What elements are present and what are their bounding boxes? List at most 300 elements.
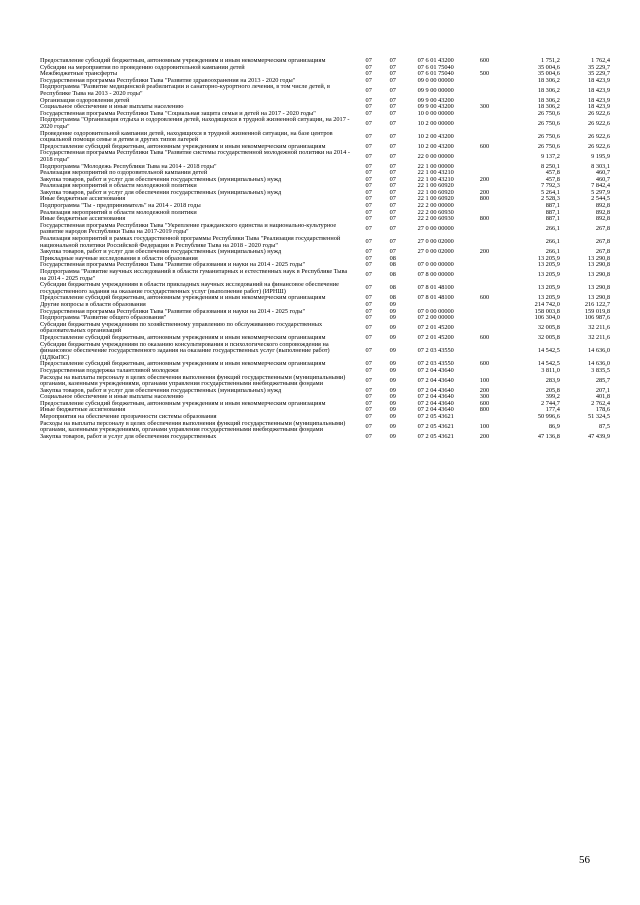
amount-year1-cell: 13 205,9 — [537, 254, 560, 262]
subsection-code-cell: 07 — [389, 132, 396, 140]
amount-year1-cell: 26 750,6 — [537, 109, 560, 117]
amount-year1-cell: 13 205,9 — [537, 284, 560, 292]
amount-year1-cell: 7 792,3 — [540, 182, 560, 190]
expense-type-cell: 600 — [479, 142, 490, 150]
section-code-cell: 07 — [365, 195, 372, 203]
amount-year2-cell: 18 423,9 — [587, 76, 610, 84]
section-code-cell: 07 — [365, 366, 372, 374]
section-code-cell: 07 — [365, 386, 372, 394]
amount-year2-cell: 35 229,7 — [587, 63, 610, 71]
item-name-cell: Субсидии бюджетным учреждениям по хозяйственному управлению по обслуживанию государственных образовательных организаций — [40, 320, 323, 335]
subsection-code-cell: 09 — [389, 307, 396, 315]
target-article-cell: 10 0 00 00000 — [417, 109, 454, 117]
item-name-cell: Государственная поддержка талантливой молодежи — [40, 366, 179, 374]
item-name-cell: Иные бюджетные ассигнования — [40, 195, 126, 203]
item-name-cell: Прикладные научные исследования в области образования — [40, 254, 198, 262]
section-code-cell: 07 — [365, 162, 372, 170]
section-code-cell: 07 — [365, 63, 372, 71]
amount-year1-cell: 26 750,6 — [537, 142, 560, 150]
item-name-cell: Закупка товаров, работ и услуг для обеспечения государственных — [40, 432, 217, 440]
amount-year1-cell: 2 528,3 — [540, 195, 560, 203]
amount-year2-cell: 3 835,5 — [591, 366, 610, 374]
subsection-code-cell: 09 — [389, 314, 396, 322]
target-article-cell: 07 0 00 00000 — [417, 307, 454, 315]
expense-type-cell: 600 — [479, 399, 490, 407]
amount-year2-cell: 13 290,8 — [587, 261, 610, 269]
expense-type-cell — [478, 164, 504, 171]
subsection-code-cell: 09 — [389, 432, 396, 440]
subsection-code-cell: 07 — [389, 76, 396, 84]
target-article-cell: 27 0 00 02000 — [417, 248, 454, 256]
expense-type-cell: 200 — [479, 248, 490, 256]
item-name-cell: Закупка товаров, работ и услуг для обеспечения государственных (муниципальных) нужд — [40, 175, 282, 183]
item-name-cell: Субсидии бюджетным учреждениям в области прикладных научных исследований на финансовое обеспечение государственного задания на оказание государственных услуг (выполнение работ) (ИРНШ) — [40, 281, 339, 295]
amount-year2-cell: 14 636,0 — [587, 360, 610, 368]
amount-year1-cell: 35 004,6 — [537, 70, 560, 78]
target-article-cell: 07 6 01 75040 — [417, 70, 454, 78]
amount-year1-cell: 887,1 — [545, 208, 560, 216]
section-code-cell: 07 — [365, 202, 372, 210]
expense-type-cell: 100 — [479, 376, 490, 384]
amount-year1-cell: 13 205,9 — [537, 261, 560, 269]
subsection-code-cell: 07 — [389, 195, 396, 203]
table-row — [40, 342, 610, 362]
table-row — [40, 65, 610, 72]
table-row — [40, 190, 610, 197]
section-code-cell: 07 — [365, 324, 372, 332]
subsection-code-cell: 09 — [389, 422, 396, 430]
target-article-cell: 22 1 00 60920 — [417, 195, 454, 203]
section-code-cell: 07 — [365, 254, 372, 262]
expense-type-cell: 200 — [479, 386, 490, 394]
target-article-cell: 22 2 00 60930 — [417, 215, 454, 223]
amount-year2-cell: 178,6 — [595, 406, 610, 414]
item-name-cell: Государственная программа Республики Тыва "Развитие системы государственной молодежной политики на 2014 - 2018 годы" — [40, 149, 350, 163]
amount-year2-cell: 2 762,4 — [591, 399, 610, 407]
amount-year1-cell: 18 306,2 — [537, 86, 560, 94]
expense-type-cell — [478, 256, 504, 263]
subsection-code-cell: 09 — [389, 406, 396, 414]
amount-year2-cell: 18 423,9 — [587, 103, 610, 111]
amount-year2-cell: 401,8 — [595, 393, 610, 401]
amount-year1-cell: 214 742,0 — [534, 300, 560, 308]
section-code-cell: 07 — [365, 175, 372, 183]
budget-table-container — [40, 58, 610, 440]
amount-year2-cell: 13 290,8 — [587, 271, 610, 279]
expense-type-cell: 200 — [479, 175, 490, 183]
amount-year1-cell: 18 306,2 — [537, 96, 560, 104]
amount-year2-cell: 13 290,8 — [587, 294, 610, 302]
amount-year2-cell: 26 922,6 — [587, 142, 610, 150]
amount-year1-cell: 887,1 — [545, 215, 560, 223]
item-name-cell: Предоставление субсидий бюджетным, автономным учреждениям и иным некоммерческим организациям — [40, 57, 326, 64]
item-name-cell: Субсидии бюджетным учреждениям по оказанию консультирования и психологического сопровождения на финансовое обеспечение государственного задания на оказание государственных услуг (выполнение работ) (ЦДКиПС) — [40, 340, 330, 361]
target-article-cell: 09 9 00 00000 — [417, 86, 454, 94]
target-article-cell: 10 2 00 43200 — [417, 142, 454, 150]
expense-type-cell — [478, 315, 504, 322]
amount-year1-cell: 9 137,2 — [540, 152, 560, 160]
amount-year1-cell: 50 996,6 — [537, 413, 560, 421]
amount-year2-cell: 285,7 — [595, 376, 610, 384]
amount-year2-cell: 2 544,5 — [591, 195, 610, 203]
expense-type-cell: 800 — [479, 406, 490, 414]
target-article-cell: 09 0 00 00000 — [417, 76, 454, 84]
target-article-cell: 07 2 01 45200 — [417, 333, 454, 341]
subsection-code-cell: 07 — [389, 119, 396, 127]
section-code-cell: 07 — [365, 300, 372, 308]
amount-year1-cell: 457,8 — [545, 175, 560, 183]
subsection-code-cell: 07 — [389, 63, 396, 71]
amount-year2-cell: 8 303,1 — [591, 162, 610, 170]
section-code-cell: 07 — [365, 70, 372, 78]
target-article-cell: 22 2 00 60930 — [417, 208, 454, 216]
subsection-code-cell: 07 — [389, 215, 396, 223]
target-article-cell: 07 6 01 75040 — [417, 63, 454, 71]
subsection-code-cell: 09 — [389, 366, 396, 374]
expense-type-cell: 100 — [479, 422, 490, 430]
item-name-cell: Подпрограмма "Развитие общего образования" — [40, 314, 167, 322]
item-name-cell: Подпрограмма "Развитие научных исследований в области гуманитарных и естественных наук в Республике Тыва на 2014 - 2025 годы" — [40, 268, 348, 282]
amount-year2-cell: 26 922,6 — [587, 109, 610, 117]
item-name-cell: Реализация мероприятий по оздоровительной кампании детей — [40, 169, 208, 177]
target-article-cell: 22 1 00 00000 — [417, 162, 454, 170]
expense-type-cell: 300 — [479, 103, 490, 111]
amount-year2-cell: 26 922,6 — [587, 132, 610, 140]
amount-year2-cell: 460,7 — [595, 169, 610, 177]
section-code-cell: 07 — [365, 413, 372, 421]
subsection-code-cell: 07 — [389, 188, 396, 196]
item-name-cell: Межбюджетные трансферты — [40, 70, 118, 78]
table-row — [40, 131, 610, 144]
target-article-cell: 07 2 04 43640 — [417, 406, 454, 414]
item-name-cell: Подпрограмма "Ты - предприниматель" на 2014 - 2018 годы — [40, 202, 201, 210]
amount-year1-cell: 457,8 — [545, 169, 560, 177]
item-name-cell: Предоставление субсидий бюджетным, автономным учреждениям и иным некоммерческим организациям — [40, 142, 326, 150]
subsection-code-cell: 09 — [389, 300, 396, 308]
target-article-cell: 07 8 01 48100 — [417, 284, 454, 292]
expense-type-cell — [478, 223, 504, 236]
subsection-code-cell: 09 — [389, 399, 396, 407]
amount-year1-cell: 266,1 — [545, 248, 560, 256]
section-code-cell: 07 — [365, 215, 372, 223]
amount-year2-cell: 26 922,6 — [587, 119, 610, 127]
subsection-code-cell: 09 — [389, 324, 396, 332]
amount-year1-cell: 266,1 — [545, 225, 560, 233]
expense-type-cell: 500 — [479, 70, 490, 78]
item-name-cell: Государственная программа Республики Тыва "Развитие образования и науки на 2014 - 2025 годы" — [40, 261, 306, 269]
item-name-cell: Предоставление субсидий бюджетным, автономным учреждениям и иным некоммерческим организациям — [40, 360, 326, 368]
amount-year2-cell: 18 423,9 — [587, 96, 610, 104]
target-article-cell: 22 1 00 43210 — [417, 169, 454, 177]
target-article-cell: 07 2 01 45200 — [417, 324, 454, 332]
table-row — [40, 421, 610, 434]
section-code-cell: 07 — [365, 109, 372, 117]
item-name-cell: Субсидии на мероприятия по проведению оздоровительной кампании детей — [40, 63, 245, 71]
expense-type-cell — [478, 111, 504, 118]
target-article-cell: 07 2 05 43621 — [417, 432, 454, 440]
item-name-cell: Расходы на выплаты персоналу в целях обеспечения выполнения функций государственными (муниципальными) органами, казенными учреждениями, органами управления государственными внебюджетными фондами — [40, 419, 346, 434]
subsection-code-cell: 07 — [389, 86, 396, 94]
section-code-cell: 07 — [365, 152, 372, 160]
subsection-code-cell: 07 — [389, 208, 396, 216]
amount-year1-cell: 47 136,8 — [537, 432, 560, 440]
amount-year2-cell: 267,8 — [595, 225, 610, 233]
table-row — [40, 84, 610, 97]
amount-year1-cell: 2 744,7 — [540, 399, 560, 407]
item-name-cell: Реализация мероприятий в области молодежной политики — [40, 208, 197, 216]
section-code-cell: 07 — [365, 208, 372, 216]
item-name-cell: Закупка товаров, работ и услуг для обеспечения государственных (муниципальных) нужд — [40, 386, 282, 394]
subsection-code-cell: 07 — [389, 225, 396, 233]
expense-type-cell: 600 — [479, 360, 490, 368]
item-name-cell: Предоставление субсидий бюджетным, автономным учреждениям и иным некоммерческим организациям — [40, 399, 326, 407]
subsection-code-cell: 09 — [389, 393, 396, 401]
subsection-code-cell: 09 — [389, 347, 396, 355]
subsection-code-cell: 07 — [389, 248, 396, 256]
table-row — [40, 434, 610, 441]
expense-type-cell — [478, 269, 504, 282]
expense-type-cell: 600 — [479, 294, 490, 302]
expense-type-cell — [478, 368, 504, 375]
amount-year2-cell: 14 636,0 — [587, 347, 610, 355]
expense-type-cell: 800 — [479, 215, 490, 223]
target-article-cell: 07 2 03 43550 — [417, 360, 454, 368]
section-code-cell: 07 — [365, 132, 372, 140]
item-name-cell: Государственная программа Республики Тыва "Развитие здравоохранения на 2013 - 2020 годы" — [40, 76, 296, 84]
target-article-cell: 07 0 00 00000 — [417, 261, 454, 269]
amount-year1-cell: 86,9 — [548, 422, 560, 430]
amount-year2-cell: 106 987,6 — [584, 314, 610, 322]
subsection-code-cell: 07 — [389, 182, 396, 190]
expense-type-cell — [478, 84, 504, 97]
target-article-cell: 22 2 00 00000 — [417, 202, 454, 210]
item-name-cell: Закупка товаров, работ и услуг для обеспечения государственных (муниципальных) нужд — [40, 248, 282, 256]
target-article-cell: 07 2 00 00000 — [417, 314, 454, 322]
amount-year1-cell: 205,8 — [545, 386, 560, 394]
table-row — [40, 401, 610, 408]
amount-year2-cell: 47 439,9 — [587, 432, 610, 440]
amount-year1-cell: 283,9 — [545, 376, 560, 384]
amount-year1-cell: 1 751,2 — [540, 57, 560, 64]
item-name-cell: Социальное обеспечение и иные выплаты населению — [40, 103, 184, 111]
amount-year2-cell: 460,7 — [595, 175, 610, 183]
section-code-cell: 07 — [365, 76, 372, 84]
section-code-cell: 07 — [365, 360, 372, 368]
item-name-cell: Другие вопросы в области образования — [40, 300, 146, 308]
target-article-cell: 27 0 00 00000 — [417, 225, 454, 233]
amount-year1-cell: 887,1 — [545, 202, 560, 210]
target-article-cell: 22 1 00 60920 — [417, 188, 454, 196]
item-name-cell: Мероприятия на обеспечение прозрачности системы образования — [40, 413, 217, 421]
amount-year1-cell: 26 750,6 — [537, 119, 560, 127]
amount-year1-cell: 18 306,2 — [537, 76, 560, 84]
expense-type-cell: 200 — [479, 188, 490, 196]
section-code-cell: 07 — [365, 314, 372, 322]
expense-type-cell — [478, 414, 504, 421]
expense-type-cell — [478, 322, 504, 335]
subsection-code-cell: 07 — [389, 162, 396, 170]
subsection-code-cell: 09 — [389, 413, 396, 421]
section-code-cell: 07 — [365, 119, 372, 127]
section-code-cell: 07 — [365, 188, 372, 196]
subsection-code-cell: 07 — [389, 169, 396, 177]
section-code-cell: 07 — [365, 271, 372, 279]
subsection-code-cell: 07 — [389, 202, 396, 210]
table-row — [40, 322, 610, 335]
section-code-cell: 07 — [365, 225, 372, 233]
item-name-cell: Предоставление субсидий бюджетным, автономным учреждениям и иным некоммерческим организациям — [40, 294, 326, 302]
expense-type-cell — [478, 78, 504, 85]
section-code-cell: 07 — [365, 103, 372, 111]
amount-year1-cell: 13 205,9 — [537, 271, 560, 279]
section-code-cell: 07 — [365, 393, 372, 401]
amount-year2-cell: 1 762,4 — [591, 57, 610, 64]
expense-type-cell: 800 — [479, 195, 490, 203]
amount-year1-cell: 5 264,1 — [540, 188, 560, 196]
subsection-code-cell: 08 — [389, 284, 396, 292]
section-code-cell: 07 — [365, 347, 372, 355]
target-article-cell: 07 6 01 43200 — [417, 57, 454, 64]
item-name-cell: Предоставление субсидий бюджетным, автономным учреждениям и иным некоммерческим организациям — [40, 333, 326, 341]
item-name-cell: Расходы на выплаты персоналу в целях обеспечения выполнения функций государственными (муниципальными) органами, казенными учреждениями, органами управления государственными внебюджетными фондами — [40, 373, 346, 388]
subsection-code-cell: 07 — [389, 70, 396, 78]
target-article-cell: 09 9 00 43200 — [417, 96, 454, 104]
target-article-cell: 07 2 04 43640 — [417, 366, 454, 374]
subsection-code-cell: 08 — [389, 254, 396, 262]
section-code-cell: 07 — [365, 57, 372, 64]
target-article-cell: 07 2 05 43621 — [417, 413, 454, 421]
expense-type-cell — [478, 342, 504, 362]
target-article-cell: 07 2 03 43550 — [417, 347, 454, 355]
table-row — [40, 375, 610, 388]
amount-year2-cell: 51 324,5 — [587, 413, 610, 421]
subsection-code-cell: 08 — [389, 271, 396, 279]
expense-type-cell: 600 — [479, 57, 490, 64]
table-row — [40, 210, 610, 217]
amount-year2-cell: 32 211,6 — [588, 324, 610, 332]
subsection-code-cell: 08 — [389, 294, 396, 302]
amount-year1-cell: 14 542,5 — [537, 347, 560, 355]
section-code-cell: 07 — [365, 294, 372, 302]
expense-type-cell — [478, 203, 504, 210]
section-code-cell: 07 — [365, 169, 372, 177]
section-code-cell: 07 — [365, 422, 372, 430]
budget-table — [40, 58, 610, 440]
expense-type-cell — [478, 302, 504, 309]
expense-type-cell — [478, 262, 504, 269]
section-code-cell: 07 — [365, 86, 372, 94]
target-article-cell: 22 1 00 60920 — [417, 182, 454, 190]
item-name-cell: Иные бюджетные ассигнования — [40, 215, 126, 223]
amount-year1-cell: 266,1 — [545, 238, 560, 246]
table-row — [40, 117, 610, 130]
target-article-cell: 07 2 04 43640 — [417, 386, 454, 394]
amount-year2-cell: 13 290,8 — [587, 254, 610, 262]
subsection-code-cell: 09 — [389, 333, 396, 341]
expense-type-cell: 600 — [479, 333, 490, 341]
amount-year1-cell: 3 811,0 — [541, 366, 560, 374]
target-article-cell: 07 8 01 48100 — [417, 294, 454, 302]
amount-year1-cell: 177,4 — [545, 406, 560, 414]
amount-year1-cell: 158 003,8 — [534, 307, 560, 315]
item-name-cell: Организация оздоровления детей — [40, 96, 130, 104]
target-article-cell: 07 2 04 43640 — [417, 393, 454, 401]
amount-year1-cell: 14 542,5 — [537, 360, 560, 368]
amount-year2-cell: 18 423,9 — [587, 86, 610, 94]
target-article-cell: 22 1 00 43210 — [417, 175, 454, 183]
target-article-cell: 22 0 00 00000 — [417, 152, 454, 160]
amount-year2-cell: 7 842,4 — [591, 182, 610, 190]
item-name-cell: Иные бюджетные ассигнования — [40, 406, 126, 414]
section-code-cell: 07 — [365, 284, 372, 292]
amount-year2-cell: 159 019,8 — [584, 307, 610, 315]
expense-type-cell — [478, 117, 504, 130]
amount-year2-cell: 5 297,9 — [591, 188, 610, 196]
item-name-cell: Государственная программа Республики Тыва "Укрепление гражданского единства и национально-культурное развитие народов Республики Тыва на 2017-2019 годы" — [40, 221, 337, 236]
amount-year2-cell: 892,8 — [595, 215, 610, 223]
amount-year2-cell: 267,8 — [595, 238, 610, 246]
target-article-cell: 10 2 00 43200 — [417, 132, 454, 140]
subsection-code-cell: 07 — [389, 103, 396, 111]
subsection-code-cell: 07 — [389, 175, 396, 183]
amount-year2-cell: 892,8 — [595, 208, 610, 216]
amount-year2-cell: 87,5 — [598, 422, 610, 430]
budget-table-body — [40, 58, 610, 440]
table-row — [40, 150, 610, 163]
subsection-code-cell: 07 — [389, 109, 396, 117]
amount-year1-cell: 106 304,0 — [534, 314, 560, 322]
section-code-cell: 07 — [365, 96, 372, 104]
section-code-cell: 07 — [365, 432, 372, 440]
amount-year2-cell: 207,1 — [595, 386, 610, 394]
subsection-code-cell: 09 — [389, 386, 396, 394]
amount-year1-cell: 8 250,1 — [540, 162, 560, 170]
amount-year2-cell: 32 211,6 — [588, 333, 610, 341]
section-code-cell: 07 — [365, 406, 372, 414]
amount-year2-cell: 35 229,7 — [587, 70, 610, 78]
section-code-cell: 07 — [365, 142, 372, 150]
target-article-cell: 27 0 00 02000 — [417, 238, 454, 246]
expense-type-cell — [478, 131, 504, 144]
subsection-code-cell: 07 — [389, 152, 396, 160]
amount-year2-cell: 13 290,8 — [587, 284, 610, 292]
section-code-cell: 07 — [365, 261, 372, 269]
item-name-cell: Реализация мероприятий в области молодежной политики — [40, 182, 197, 190]
item-name-cell: Государственная программа Республики Тыва "Социальная защита семьи и детей на 2017 - 2020 годы" — [40, 109, 316, 117]
section-code-cell: 07 — [365, 248, 372, 256]
item-name-cell: Подпрограмма "Развитие медицинской реабилитации и санаторно-курортного лечения, в том числе детей, в Республике Тыва на 2013 - 2020 годы" — [40, 83, 330, 97]
subsection-code-cell: 09 — [389, 360, 396, 368]
target-article-cell: 07 8 00 00000 — [417, 271, 454, 279]
amount-year1-cell: 399,2 — [545, 393, 560, 401]
amount-year2-cell: 216 122,7 — [584, 300, 610, 308]
amount-year1-cell: 32 005,8 — [537, 333, 560, 341]
item-name-cell: Социальное обеспечение и иные выплаты населению — [40, 393, 184, 401]
section-code-cell: 07 — [365, 182, 372, 190]
subsection-code-cell: 07 — [389, 142, 396, 150]
section-code-cell: 07 — [365, 376, 372, 384]
subsection-code-cell: 07 — [389, 96, 396, 104]
target-article-cell: 07 2 05 43621 — [417, 422, 454, 430]
subsection-code-cell: 07 — [389, 238, 396, 246]
expense-type-cell — [478, 150, 504, 163]
section-code-cell: 07 — [365, 399, 372, 407]
target-article-cell: 10 2 00 00000 — [417, 119, 454, 127]
item-name-cell: Закупка товаров, работ и услуг для обеспечения государственных (муниципальных) нужд — [40, 188, 282, 196]
item-name-cell: Подпрограмма "Организация отдыха и оздоровления детей, находящихся в трудной жизненной ситуации, на 2017 - 2020 годы" — [40, 116, 350, 130]
section-code-cell: 07 — [365, 333, 372, 341]
amount-year1-cell: 35 004,6 — [537, 63, 560, 71]
